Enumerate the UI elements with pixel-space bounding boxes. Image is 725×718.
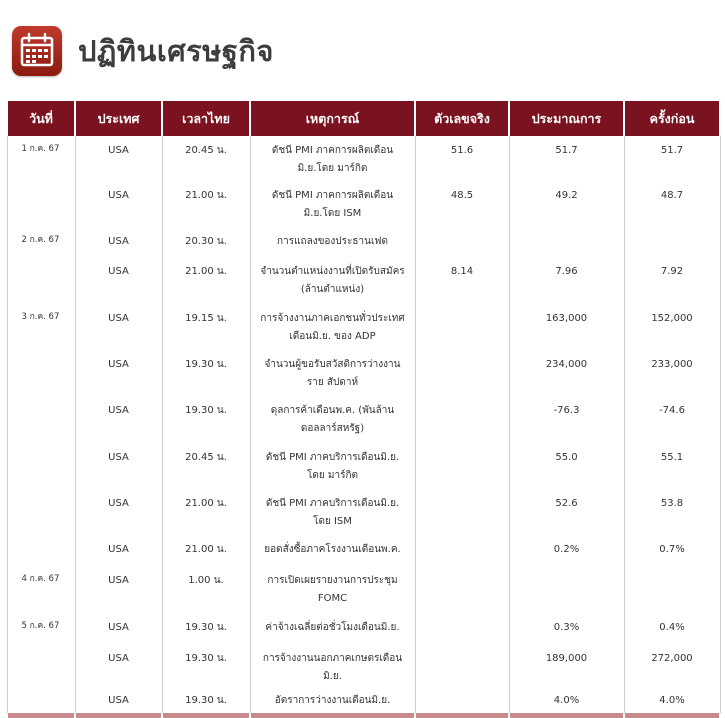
time-cell: 20.45 น. xyxy=(162,136,250,181)
event-cell: ดุลการค้าเดือนพ.ค. (พันล้าน ดอลลาร์สหรัฐ) xyxy=(250,396,415,443)
previous-cell: 51.7 xyxy=(624,136,720,181)
date-cell xyxy=(7,350,75,396)
previous-cell xyxy=(624,566,720,613)
actual-cell xyxy=(415,350,509,396)
footer-cell xyxy=(75,713,162,718)
event-cell: ดัชนี PMI ภาคบริการเดือนมิ.ย. โดย ISM xyxy=(250,489,415,535)
forecast-cell: 4.0% xyxy=(509,686,624,713)
time-cell: 19.30 น. xyxy=(162,350,250,396)
time-cell: 19.30 น. xyxy=(162,396,250,443)
country-cell: USA xyxy=(75,396,162,443)
footer-cell xyxy=(509,713,624,718)
country-cell: USA xyxy=(75,613,162,644)
time-cell: 19.30 น. xyxy=(162,686,250,713)
footer-cell xyxy=(7,713,75,718)
actual-cell xyxy=(415,227,509,257)
event-cell: จำนวนผู้ขอรับสวัสดิการว่างงานราย สัปดาห์ xyxy=(250,350,415,396)
actual-cell xyxy=(415,304,509,350)
forecast-cell: 189,000 xyxy=(509,644,624,686)
table-row xyxy=(7,227,720,257)
date-cell xyxy=(7,644,75,686)
previous-cell: 272,000 xyxy=(624,644,720,686)
time-cell: 19.30 น. xyxy=(162,613,250,644)
time-cell: 21.00 น. xyxy=(162,489,250,535)
country-cell: USA xyxy=(75,489,162,535)
previous-cell: 55.1 xyxy=(624,443,720,489)
country-cell: USA xyxy=(75,136,162,181)
table-row xyxy=(7,489,720,535)
previous-cell: 233,000 xyxy=(624,350,720,396)
table-row xyxy=(7,535,720,566)
event-cell: ดัชนี PMI ภาคการผลิตเดือนมิ.ย.โดย ISM xyxy=(250,181,415,227)
previous-cell: 48.7 xyxy=(624,181,720,227)
previous-cell: 0.7% xyxy=(624,535,720,566)
date-cell xyxy=(7,443,75,489)
table-row xyxy=(7,136,720,181)
actual-cell xyxy=(415,489,509,535)
event-cell: จำนวนตำแหน่งงานที่เปิดรับสมัคร (ล้านตำแหน่ง) xyxy=(250,257,415,304)
event-cell: ค่าจ้างเฉลี่ยต่อชั่วโมงเดือนมิ.ย. xyxy=(250,613,415,644)
event-cell: ดัชนี PMI ภาคการผลิตเดือนมิ.ย.โดย มาร์กิต xyxy=(250,136,415,181)
country-cell: USA xyxy=(75,304,162,350)
actual-cell: 48.5 xyxy=(415,181,509,227)
date-cell xyxy=(7,257,75,304)
date-cell: 4 ก.ค. 67 xyxy=(7,566,75,613)
actual-cell xyxy=(415,686,509,713)
footer-cell xyxy=(624,713,720,718)
actual-cell xyxy=(415,443,509,489)
economic-calendar-table xyxy=(6,101,721,718)
column-header-event: เหตุการณ์ xyxy=(250,101,415,136)
date-cell: 3 ก.ค. 67 xyxy=(7,304,75,350)
forecast-cell: 55.0 xyxy=(509,443,624,489)
footer-cell xyxy=(250,713,415,718)
previous-cell: 53.8 xyxy=(624,489,720,535)
table-row xyxy=(7,566,720,613)
table-row xyxy=(7,644,720,686)
event-cell: อัตราการว่างงานเดือนมิ.ย. xyxy=(250,686,415,713)
event-cell: การแถลงของประธานเฟด xyxy=(250,227,415,257)
table-row xyxy=(7,443,720,489)
actual-cell: 8.14 xyxy=(415,257,509,304)
country-cell: USA xyxy=(75,566,162,613)
forecast-cell: 163,000 xyxy=(509,304,624,350)
table-row xyxy=(7,613,720,644)
date-cell xyxy=(7,489,75,535)
country-cell: USA xyxy=(75,257,162,304)
forecast-cell: 7.96 xyxy=(509,257,624,304)
date-cell: 1 ก.ค. 67 xyxy=(7,136,75,181)
time-cell: 1.00 น. xyxy=(162,566,250,613)
column-header-time: เวลาไทย xyxy=(162,101,250,136)
column-header-country: ประเทศ xyxy=(75,101,162,136)
table-row xyxy=(7,181,720,227)
table-row xyxy=(7,686,720,713)
previous-cell: 0.4% xyxy=(624,613,720,644)
page-header xyxy=(12,20,274,82)
table-row xyxy=(7,304,720,350)
event-cell: การจ้างงานภาคเอกชนทั่วประเทศ เดือนมิ.ย. ของ ADP xyxy=(250,304,415,350)
event-cell: การเปิดเผยรายงานการประชุม FOMC xyxy=(250,566,415,613)
time-cell: 20.45 น. xyxy=(162,443,250,489)
page-title: ปฏิทินเศรษฐกิจ xyxy=(78,34,274,68)
forecast-cell: 0.2% xyxy=(509,535,624,566)
forecast-cell: 234,000 xyxy=(509,350,624,396)
table-row xyxy=(7,396,720,443)
previous-cell: 4.0% xyxy=(624,686,720,713)
table-row xyxy=(7,257,720,304)
previous-cell xyxy=(624,227,720,257)
table-header-row xyxy=(7,101,720,136)
previous-cell: -74.6 xyxy=(624,396,720,443)
event-cell: ยอดสั่งซื้อภาคโรงงานเดือนพ.ค. xyxy=(250,535,415,566)
forecast-cell xyxy=(509,227,624,257)
actual-cell xyxy=(415,396,509,443)
column-header-forecast: ประมาณการ xyxy=(509,101,624,136)
actual-cell xyxy=(415,644,509,686)
column-header-date: วันที่ xyxy=(7,101,75,136)
time-cell: 19.30 น. xyxy=(162,644,250,686)
forecast-cell: 51.7 xyxy=(509,136,624,181)
time-cell: 21.00 น. xyxy=(162,257,250,304)
date-cell xyxy=(7,535,75,566)
date-cell: 5 ก.ค. 67 xyxy=(7,613,75,644)
country-cell: USA xyxy=(75,686,162,713)
previous-cell: 152,000 xyxy=(624,304,720,350)
forecast-cell: 0.3% xyxy=(509,613,624,644)
table-row xyxy=(7,350,720,396)
event-cell: การจ้างงานนอกภาคเกษตรเดือนมิ.ย. xyxy=(250,644,415,686)
column-header-previous: ครั้งก่อน xyxy=(624,101,720,136)
country-cell: USA xyxy=(75,644,162,686)
event-cell: ดัชนี PMI ภาคบริการเดือนมิ.ย. โดย มาร์กิต xyxy=(250,443,415,489)
forecast-cell: -76.3 xyxy=(509,396,624,443)
column-header-actual: ตัวเลขจริง xyxy=(415,101,509,136)
date-cell xyxy=(7,686,75,713)
date-cell xyxy=(7,181,75,227)
date-cell xyxy=(7,396,75,443)
actual-cell: 51.6 xyxy=(415,136,509,181)
country-cell: USA xyxy=(75,227,162,257)
forecast-cell: 49.2 xyxy=(509,181,624,227)
forecast-cell: 52.6 xyxy=(509,489,624,535)
forecast-cell xyxy=(509,566,624,613)
actual-cell xyxy=(415,535,509,566)
footer-cell xyxy=(415,713,509,718)
actual-cell xyxy=(415,613,509,644)
time-cell: 19.15 น. xyxy=(162,304,250,350)
previous-cell: 7.92 xyxy=(624,257,720,304)
country-cell: USA xyxy=(75,181,162,227)
calendar-icon xyxy=(12,26,62,76)
country-cell: USA xyxy=(75,350,162,396)
date-cell: 2 ก.ค. 67 xyxy=(7,227,75,257)
footer-cell xyxy=(162,713,250,718)
table-footer-bar xyxy=(7,713,720,718)
country-cell: USA xyxy=(75,535,162,566)
actual-cell xyxy=(415,566,509,613)
country-cell: USA xyxy=(75,443,162,489)
time-cell: 21.00 น. xyxy=(162,181,250,227)
time-cell: 20.30 น. xyxy=(162,227,250,257)
time-cell: 21.00 น. xyxy=(162,535,250,566)
